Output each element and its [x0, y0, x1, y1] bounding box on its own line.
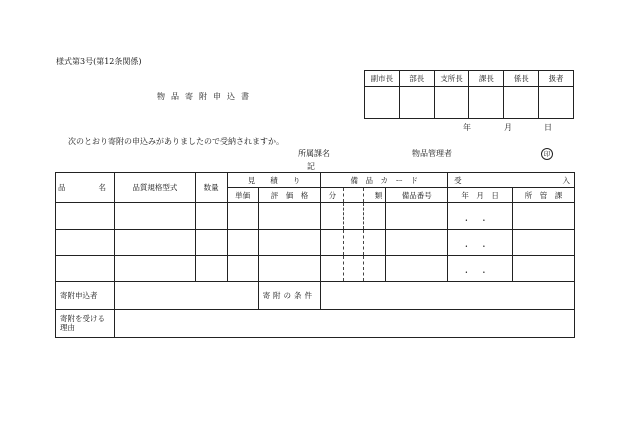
- approval-stamp-cell[interactable]: [434, 87, 469, 119]
- cell-class-3[interactable]: [364, 203, 386, 229]
- cell-asset-number[interactable]: [386, 203, 448, 229]
- approval-stamp-table: [364, 70, 574, 119]
- approval-stamp-cell[interactable]: [365, 87, 400, 119]
- cell-class-1[interactable]: [321, 203, 344, 229]
- cell-date[interactable]: ・・: [448, 229, 513, 255]
- condition-field[interactable]: [321, 282, 575, 309]
- cell-item[interactable]: [56, 203, 115, 229]
- cell-unit-price[interactable]: [227, 203, 258, 229]
- reason-field[interactable]: [114, 309, 574, 337]
- reason-label-line-2: 理由: [60, 323, 75, 333]
- cell-unit-price[interactable]: [227, 255, 258, 281]
- cell-item[interactable]: [56, 255, 115, 281]
- approval-header-vice-mayor: 副市長: [365, 71, 400, 87]
- date-year-label: 年: [463, 123, 471, 132]
- cell-class-1[interactable]: [321, 255, 344, 281]
- cell-spec[interactable]: [114, 203, 195, 229]
- approval-header-subsection-chief: 係長: [504, 71, 539, 87]
- cell-unit-price[interactable]: [227, 229, 258, 255]
- cell-qty[interactable]: [195, 255, 227, 281]
- subheader-jurisdiction: 所 管 課: [513, 188, 575, 203]
- donation-items-table: [55, 172, 575, 338]
- col-header-receipt-ire: 入: [562, 176, 570, 185]
- col-header-item: 品 名: [56, 173, 115, 203]
- col-header-estimate: 見 積 り: [227, 173, 321, 188]
- subheader-asset-number: 備品番号: [386, 188, 448, 203]
- dept-label: 所属課名: [298, 149, 330, 158]
- col-header-spec: 品質規格型式: [114, 173, 195, 203]
- approval-stamp-cell[interactable]: [504, 87, 539, 119]
- cell-class-2[interactable]: [344, 203, 364, 229]
- cell-class-2[interactable]: [344, 229, 364, 255]
- cell-class-3[interactable]: [364, 229, 386, 255]
- col-header-receipt: [448, 173, 575, 188]
- approval-header-section-chief: 課長: [469, 71, 504, 87]
- cell-valuation[interactable]: [258, 255, 321, 281]
- col-header-asset-card: 備 品 カ ー ド: [321, 173, 448, 188]
- approval-stamp-cell[interactable]: [399, 87, 434, 119]
- subheader-classification-mid: [344, 188, 364, 203]
- cell-item[interactable]: [56, 229, 115, 255]
- cell-jurisdiction[interactable]: [513, 255, 575, 281]
- cell-date[interactable]: ・・: [448, 255, 513, 281]
- cell-date[interactable]: ・・: [448, 203, 513, 229]
- cell-qty[interactable]: [195, 229, 227, 255]
- applicant-label: 寄附申込者: [56, 282, 115, 309]
- subheader-classification-bun: 分: [321, 188, 344, 203]
- form-number: 様式第3号(第12条関係): [56, 57, 142, 66]
- cell-class-1[interactable]: [321, 229, 344, 255]
- seal-mark-icon: 印: [541, 148, 553, 160]
- approval-header-branch-chief: 支所長: [434, 71, 469, 87]
- condition-label: 寄附の条件: [258, 282, 321, 309]
- cell-valuation[interactable]: [258, 229, 321, 255]
- approval-stamp-cell[interactable]: [539, 87, 574, 119]
- form-title: 物品寄附申込書: [157, 92, 255, 101]
- cell-qty[interactable]: [195, 203, 227, 229]
- cell-class-2[interactable]: [344, 255, 364, 281]
- ki-label: 記: [307, 162, 315, 171]
- cell-spec[interactable]: [114, 255, 195, 281]
- approval-header-director: 部長: [399, 71, 434, 87]
- cell-spec[interactable]: [114, 229, 195, 255]
- approval-header-handler: 扱者: [539, 71, 574, 87]
- col-header-receipt-uke: 受: [454, 176, 462, 185]
- subheader-classification-rui: 類: [364, 188, 386, 203]
- cell-valuation[interactable]: [258, 203, 321, 229]
- subheader-unit-price: 単価: [227, 188, 258, 203]
- intro-text: 次のとおり寄附の申込みがありましたので受納されますか。: [68, 137, 284, 146]
- applicant-field[interactable]: [114, 282, 258, 309]
- cell-jurisdiction[interactable]: [513, 229, 575, 255]
- col-header-qty: 数量: [195, 173, 227, 203]
- reason-label: [56, 309, 115, 337]
- reason-label-line-1: 寄附を受ける: [60, 314, 105, 324]
- approval-stamp-cell[interactable]: [469, 87, 504, 119]
- subheader-valuation: 評 価 格: [258, 188, 321, 203]
- date-day-label: 日: [544, 123, 552, 132]
- cell-class-3[interactable]: [364, 255, 386, 281]
- date-month-label: 月: [504, 123, 512, 132]
- cell-asset-number[interactable]: [386, 229, 448, 255]
- manager-label: 物品管理者: [412, 149, 452, 158]
- subheader-date: 年 月 日: [448, 188, 513, 203]
- cell-asset-number[interactable]: [386, 255, 448, 281]
- cell-jurisdiction[interactable]: [513, 203, 575, 229]
